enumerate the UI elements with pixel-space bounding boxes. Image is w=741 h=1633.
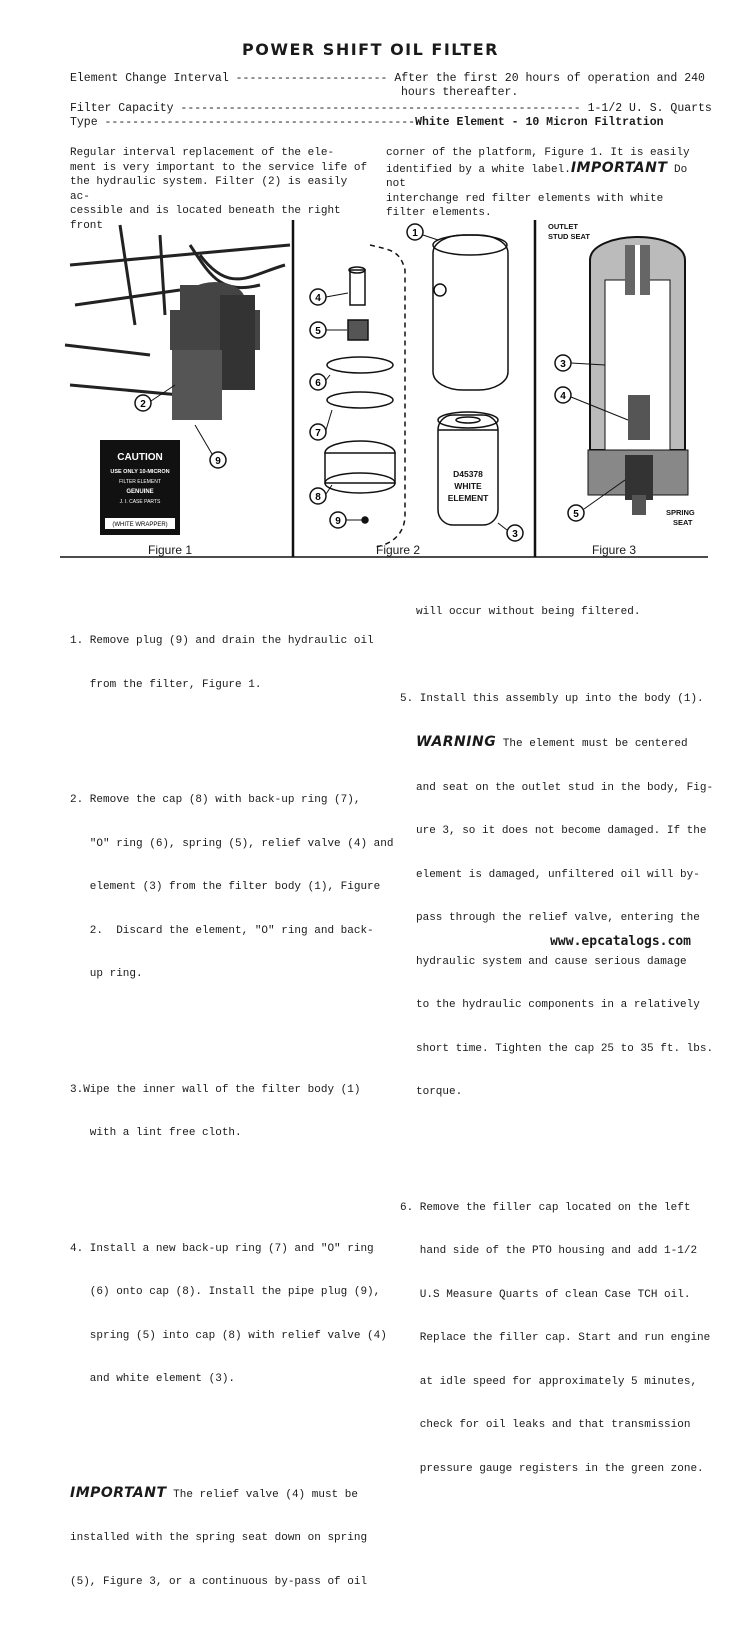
- intro-text: Do not: [386, 163, 688, 190]
- spec-label: Filter Capacity: [70, 102, 174, 115]
- svg-text:5: 5: [315, 326, 321, 337]
- page-title: POWER SHIFT OIL FILTER: [242, 40, 499, 59]
- svg-text:4: 4: [560, 391, 566, 402]
- callout-fig2-6: [310, 374, 330, 390]
- callout-fig2-7: [310, 410, 332, 440]
- step-2: [70, 764, 394, 1011]
- callout-fig2-1: [407, 224, 438, 240]
- important-note: [70, 1457, 370, 1619]
- intro-line: the hydraulic system. Filter (2) is easily ac-: [70, 176, 348, 203]
- callout-fig2-4: [310, 289, 348, 305]
- intro-line: Regular interval replacement of the ele-: [70, 147, 335, 159]
- svg-text:8: 8: [315, 492, 321, 503]
- spec-element-change-interval: [70, 72, 705, 85]
- step-line: with a lint free cloth.: [70, 1127, 242, 1139]
- element-label: ELEMENT: [447, 493, 489, 503]
- step-1: [70, 605, 374, 721]
- spec-value: After the first 20 hours of operation and 240: [394, 72, 705, 85]
- fig3-outlet-label: OUTLET: [548, 222, 578, 231]
- step-line: (6) onto cap (8). Install the pipe plug (9),: [70, 1286, 381, 1298]
- important-label: IMPORTANT: [570, 159, 668, 176]
- step-line: 1. Remove plug (9) and drain the hydraulic oil: [70, 635, 374, 647]
- steps-right: [400, 576, 720, 1520]
- spec-value-continued: hours thereafter.: [401, 86, 519, 99]
- svg-text:3: 3: [560, 359, 566, 370]
- caution-line: (WHITE WRAPPER): [112, 522, 168, 528]
- figure-1-caption: Figure 1: [148, 543, 193, 557]
- figure-2: [325, 235, 508, 547]
- svg-text:2: 2: [140, 399, 146, 410]
- caution-line: FILTER ELEMENT: [119, 479, 161, 485]
- steps-left: [70, 576, 394, 1633]
- callout-fig2-3: [498, 523, 523, 541]
- step-line: from the filter, Figure 1.: [70, 678, 262, 691]
- step-line: "O" ring (6), spring (5), relief valve (4) and: [70, 837, 394, 850]
- step-line: check for oil leaks and that transmission: [400, 1419, 691, 1431]
- spec-filter-capacity: [70, 102, 712, 115]
- intro-text: identified by a white label.: [386, 163, 571, 176]
- step-line: 2. Remove the cap (8) with back-up ring (7),: [70, 794, 361, 806]
- step-line: up ring.: [70, 968, 143, 980]
- callout-fig2-5: [310, 322, 347, 338]
- step-line: U.S Measure Quarts of clean Case TCH oil.: [400, 1288, 691, 1301]
- spec-type: [70, 116, 698, 129]
- intro-right: [386, 146, 706, 221]
- element-label: WHITE: [454, 481, 482, 491]
- fig3-spring-label: SPRING: [666, 508, 695, 517]
- step-line: and white element (3).: [70, 1373, 236, 1385]
- spec-value: 1-1/2 U. S. Quarts: [587, 102, 712, 115]
- figure-3-caption: Figure 3: [592, 543, 637, 557]
- step-line: ure 3, so it does not become damaged. If the: [416, 825, 707, 837]
- step-line: to the hydraulic components in a relatively: [416, 999, 700, 1011]
- figure-1: [65, 225, 290, 535]
- caution-line: USE ONLY 10-MICRON: [110, 469, 170, 475]
- step-line: installed with the spring seat down on spring: [70, 1532, 368, 1544]
- figure-3: [548, 222, 695, 527]
- step-line: pressure gauge registers in the green zone.: [400, 1462, 704, 1475]
- step-6: [400, 1172, 720, 1506]
- caution-label: CAUTION: [117, 452, 163, 463]
- step-line: hand side of the PTO housing and add 1-1/2: [400, 1245, 698, 1257]
- step-line: pass through the relief valve, entering the: [416, 912, 700, 924]
- spec-dashes: ----------------------: [228, 72, 395, 85]
- callout-fig1-9: [195, 425, 226, 468]
- fig3-outlet-label: STUD SEAT: [548, 232, 590, 241]
- step-line: (5), Figure 3, or a continuous by-pass of oil: [70, 1575, 368, 1588]
- step-line: 4. Install a new back-up ring (7) and "O" ring: [70, 1242, 374, 1255]
- spec-value: White Element - 10 Micron Filtration: [415, 116, 664, 129]
- spec-label: Element Change Interval: [70, 72, 229, 85]
- figure-2-caption: Figure 2: [376, 543, 421, 557]
- spec-dashes: ----------------------------------------------------------: [173, 102, 588, 115]
- step-line: spring (5) into cap (8) with relief valve (4): [70, 1329, 387, 1342]
- svg-text:9: 9: [335, 516, 341, 527]
- callout-fig2-9: [330, 512, 362, 528]
- svg-text:1: 1: [412, 228, 418, 239]
- intro-line: filter elements.: [386, 207, 492, 219]
- step-line: will occur without being filtered.: [416, 606, 641, 618]
- svg-text:5: 5: [573, 509, 579, 520]
- callout-fig1-2: [135, 385, 175, 411]
- step-line: at idle speed for approximately 5 minutes,: [400, 1375, 698, 1388]
- figures-illustration: [60, 215, 710, 560]
- fig3-spring-label: SEAT: [673, 518, 693, 527]
- step-line: 5. Install this assembly up into the body (1).: [400, 692, 704, 705]
- footer-watermark-link[interactable]: www.epcatalogs.com: [550, 934, 691, 949]
- step-3: [70, 1054, 370, 1170]
- step-line: hydraulic system and cause serious damage: [416, 955, 687, 968]
- svg-text:9: 9: [215, 456, 221, 467]
- step-line: 6. Remove the filler cap located on the left: [400, 1201, 691, 1214]
- step-line: short time. Tighten the cap 25 to 35 ft. lbs.: [416, 1042, 714, 1055]
- intro-line: ment is very important to the service life of: [70, 161, 368, 174]
- step-line: element (3) from the filter body (1), Figure: [70, 881, 381, 893]
- spec-dashes: ---------------------------------------------: [97, 116, 416, 129]
- step-5: [400, 663, 720, 1129]
- svg-text:4: 4: [315, 293, 321, 304]
- step-4: [70, 1213, 387, 1416]
- step-line: 3.Wipe the inner wall of the filter body (1): [70, 1083, 361, 1096]
- step-line: Replace the filler cap. Start and run engine: [400, 1332, 711, 1344]
- intro-line: cessible and is located beneath the right front: [70, 205, 341, 232]
- step-line: 2. Discard the element, "O" ring and back-: [70, 924, 374, 937]
- warning-label: WARNING: [416, 734, 497, 750]
- svg-text:6: 6: [315, 378, 321, 389]
- step-text: The relief valve (4) must be: [166, 1488, 358, 1501]
- caution-line: GENUINE: [126, 489, 154, 495]
- step-text: The element must be centered: [496, 738, 688, 750]
- intro-line: corner of the platform, Figure 1. It is easily: [386, 147, 690, 159]
- step-line: torque.: [416, 1086, 463, 1098]
- svg-text:7: 7: [315, 428, 321, 439]
- important-label: IMPORTANT: [70, 1484, 167, 1501]
- step-line: and seat on the outlet stud in the body, Fig-: [416, 781, 714, 794]
- intro-line: interchange red filter elements with white: [386, 192, 664, 205]
- step-line: element is damaged, unfiltered oil will by-: [416, 868, 700, 881]
- svg-text:3: 3: [512, 529, 518, 540]
- intro-line: [386, 161, 706, 192]
- caution-line: J. I. CASE PARTS: [119, 499, 161, 505]
- element-label: D45378: [453, 469, 483, 479]
- spec-label: Type: [70, 116, 98, 129]
